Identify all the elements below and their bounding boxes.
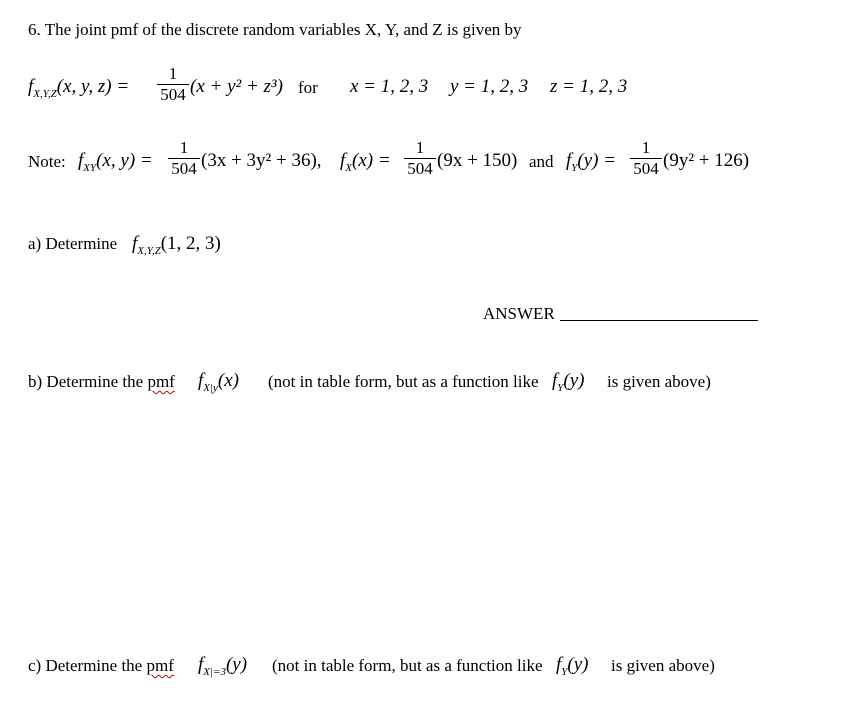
answer-input-line[interactable] [560, 320, 758, 321]
part-c-pmf-word: pmf [146, 656, 174, 675]
note-f-x-rhs: (9x + 150) [437, 150, 518, 171]
note-and: and [529, 152, 554, 171]
joint-pmf-lhs: $f_{X,Y,Z}(x$, y, z) = [28, 76, 130, 100]
part-c-expression: $f_{X|=3}(y)$ [198, 654, 248, 678]
part-b-expression: $f_{X|y}(x)$ [198, 370, 240, 394]
part-c: c) Determine the pmf [28, 656, 174, 675]
note-f-xy-rhs: (3x + 3y² + 36), [201, 150, 322, 171]
part-b-like-expression: $f_Y(y)$ [552, 370, 585, 394]
part-b-tail-1: (not in table form, but as a function like [268, 372, 539, 391]
note-fraction-3: 1 504 [630, 139, 662, 178]
for-word: for [298, 78, 318, 97]
problem-intro: The joint pmf of the discrete random variables X, Y, and Z is given by [44, 20, 522, 39]
part-b: b) Determine the pmf [28, 372, 175, 391]
answer-label: ANSWER [483, 304, 555, 323]
joint-pmf-rhs: (x + y² + z³) [190, 76, 283, 97]
part-c-like-expression: $f_Y(y)$ [556, 654, 589, 678]
part-a-label: a) Determine [28, 234, 118, 253]
part-c-tail-2: is given above) [611, 656, 715, 675]
part-a-expression: $f_{X,Y,Z}(1$, 2, 3) [132, 233, 221, 257]
problem-number: 6. [28, 20, 41, 39]
note-fraction-1: 1 504 [168, 139, 200, 178]
note-label: Note: [28, 152, 66, 171]
joint-pmf-fraction: 1 504 [157, 65, 189, 104]
domain-x: x = 1, 2, 3 [350, 76, 429, 97]
domain-z: z = 1, 2, 3 [550, 76, 628, 97]
domain-y: y = 1, 2, 3 [450, 76, 529, 97]
part-b-pmf-word: pmf [147, 372, 175, 391]
note-f-xy: $f_{XY}(x$, y) = [78, 150, 153, 174]
problem-statement [28, 20, 522, 40]
note-f-y-rhs: (9y² + 126) [663, 150, 750, 171]
note-fraction-2: 1 504 [404, 139, 436, 178]
part-b-tail-2: is given above) [607, 372, 711, 391]
part-c-tail-1: (not in table form, but as a function like [272, 656, 543, 675]
note-f-y: $f_Y(y)$ = [566, 150, 617, 174]
note-f-x: $f_X(x)$ = [340, 150, 391, 174]
